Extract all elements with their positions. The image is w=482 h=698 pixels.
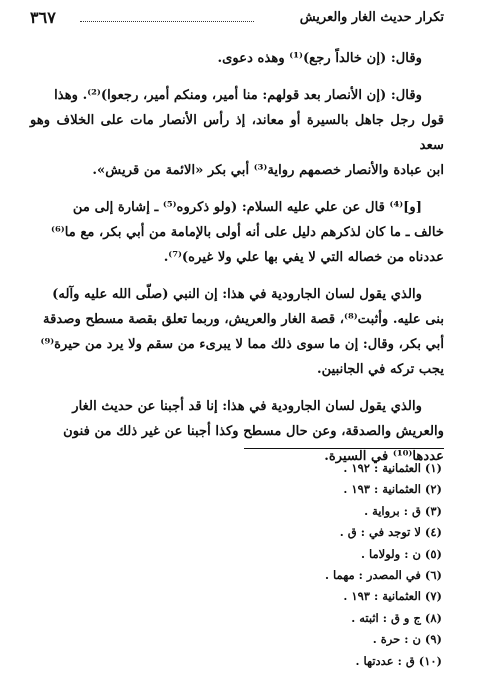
footnote-separator [244,448,444,449]
footnote-item: (٣) ق : برواية . [364,503,442,518]
footnote-item: (٦) في المصدر : مهما . [325,568,442,583]
main-text [30,46,444,481]
text-line: والذي يقول لسان الجارودية في هذا: إنا قد أجبنا عن حديث الغار [72,399,422,414]
text-line: وقال: (إن الأنصار بعد قولهم: منا أمير، ومنكم أمير، رجعوا)⁽²⁾. وهذا [54,88,422,103]
footnote-item: (٨) ج و ق : اثبته . [351,610,442,625]
footnote-item: (١) العثمانية : ١٩٢ . [343,461,442,475]
footnote-item: (٩) ن : حرة . [372,632,442,647]
paragraph-2 [30,83,444,183]
text-line: بنى عليه. وأثبت⁽⁸⁾، قصة الغار والعريش، وربما تعلق بقصة مسطح وصدقة [43,312,444,327]
running-header [30,8,444,30]
footnote-item: (٤) لا توجد في : ق . [339,525,442,540]
paragraph-3 [30,195,444,270]
text-line: وقال: (إن خالداً رجع)⁽¹⁾ وهذه دعوى. [217,51,422,66]
footnotes [222,458,442,672]
text-line: والعريش والصدقة، وعن حال مسطح وكذا أجبنا عن غير ذلك من فنون [63,424,444,439]
text-line: ابن عبادة والأنصار خصمهم رواية⁽³⁾ أبي بكر «الائمة من قريش». [92,163,444,178]
running-title: تكرار حديث الغار والعريش [299,10,444,25]
text-line: [و]⁽⁴⁾ قال عن علي عليه السلام: (ولو ذكروه⁽⁵⁾ ـ إشارة إلى من [72,200,422,215]
text-line: أبي بكر، وقال: إن ما سوى ذلك مما لا يبرىء من سقم ولا يرد من حيرة⁽⁹⁾ [40,337,444,352]
page-number: ٣٦٧ [30,8,56,27]
text-line: خالف ـ ما كان لذكرهم دليل على أنه أولى بالإمامة من أبي بكر، مع ما⁽⁶⁾ [51,225,444,240]
text-line: والذي يقول لسان الجارودية في هذا: إن النبي (صلّى الله عليه وآله) [52,287,422,302]
footnote-item: (٢) العثمانية : ١٩٣ . [343,482,442,497]
paragraph-4 [30,282,444,382]
footnote-item: (١٠) ق : عددتها . [355,653,442,668]
footnote-item: (٧) العثمانية : ١٩٣ . [343,589,442,604]
text-line: عددناه من خصاله التي لا يفي بها علي ولا غيره)⁽⁷⁾. [163,250,444,265]
paragraph-1 [30,46,444,71]
text-line: قول رجل جاهل بالسيرة أو معاند، إذ رأس الأنصار مات على الخلاف وهو سعد [30,113,444,153]
header-dotted-leader [80,21,254,22]
footnote-item: (٥) ن : ولولاما . [360,546,442,561]
text-line: يجب تركه في الجانبين. [317,362,444,377]
text-line: عددها⁽¹⁰⁾ في السيرة. [324,449,444,464]
